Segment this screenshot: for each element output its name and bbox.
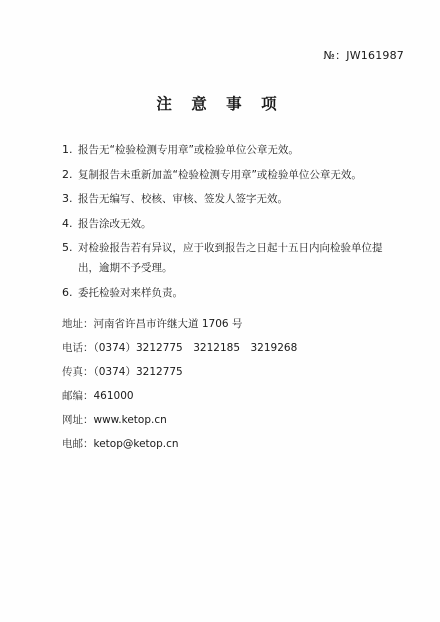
notice-number: 6. [62,285,73,299]
notice-item-6 [62,283,412,303]
notice-list [62,140,412,307]
report-serial-number: №：JW161987 [323,49,404,62]
contact-postcode [62,388,402,412]
notice-item-2 [62,165,412,185]
notice-item-1 [62,140,412,160]
notice-item-4 [62,214,412,234]
notice-text-continuation: 出，逾期不予受理。 [78,262,173,274]
contact-address [62,316,402,340]
contact-value: （0374）3212775 [93,366,183,378]
notice-text: 委托检验对来样负责。 [78,286,183,299]
notice-number: 5. [62,241,73,254]
contact-label: 传真： [62,366,94,378]
notice-text: 报告涂改无效。 [78,217,152,230]
contact-email [62,436,402,460]
contact-phone [62,340,402,364]
contact-label: 网址： [62,414,94,426]
contact-label: 电邮： [62,438,94,450]
contact-value: （0374）3212775 3212185 3219268 [93,342,298,354]
contact-fax [62,364,402,388]
notice-number: 4. [62,216,73,230]
notice-text: 报告无编写、校核、审核、签发人签字无效。 [78,193,288,205]
notice-number: 3. [62,192,73,205]
contact-value: www.ketop.cn [93,414,167,426]
contact-label: 邮编： [62,390,94,402]
contact-value: ketop@ketop.cn [93,438,179,450]
notice-item-3 [62,189,412,209]
notice-text: 对检验报告若有异议，应于收到报告之日起十五日内向检验单位提 [78,242,383,254]
contact-value: 461000 [93,390,134,402]
page-title: 注 意 事 项 [156,95,284,113]
contact-label: 地址： [62,318,94,330]
notice-text: 报告无“检验检测专用章”或检验单位公章无效。 [78,144,299,156]
contact-label: 电话： [62,342,94,354]
contact-info [62,316,402,460]
contact-website [62,412,402,436]
notice-number: 2. [62,167,73,181]
notice-number: 1. [62,143,73,156]
notice-text: 复制报告未重新加盖“检验检测专用章”或检验单位公章无效。 [78,168,362,181]
contact-value: 河南省许昌市许继大道 1706 号 [93,318,243,330]
notice-item-5 [62,238,412,278]
